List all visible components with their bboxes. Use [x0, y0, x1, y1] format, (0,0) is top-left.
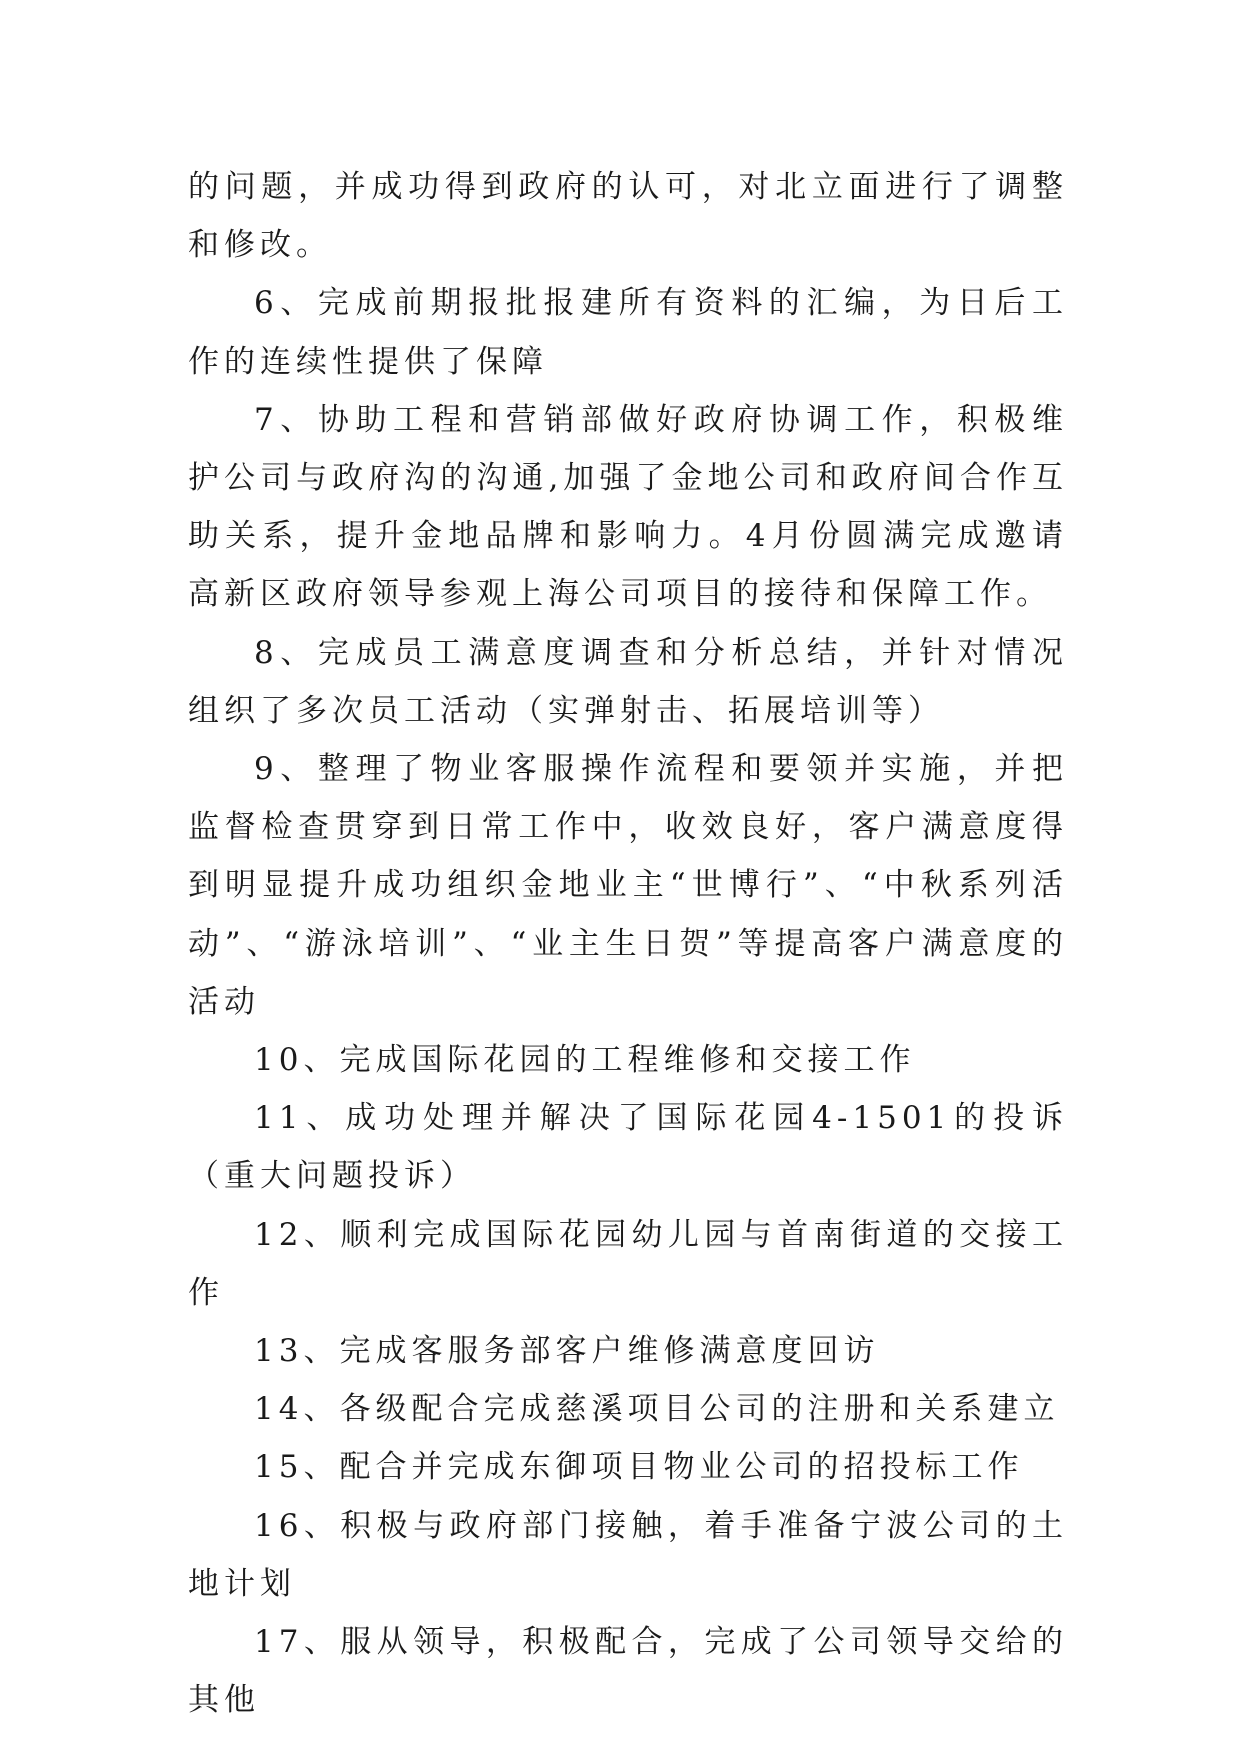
- paragraph-item-12: 12、顺利完成国际花园幼儿园与首南街道的交接工作: [188, 1216, 1068, 1311]
- paragraph-item-8: 8、完成员工满意度调查和分析总结，并针对情况组织了多次员工活动（实弹射击、拓展培训等）: [188, 634, 1068, 729]
- paragraph-item-9: 9、整理了物业客服操作流程和要领并实施，并把监督检查贯穿到日常工作中，收效良好，客户满意度得到明显提升成功组织金地业主“世博行”、“中秋系列活动”、“游泳培训”、“业主生日贺”等提高客户满意度的活动: [188, 751, 1068, 1020]
- document-body: [188, 158, 1068, 1729]
- paragraph-item-16: 16、积极与政府部门接触，着手准备宁波公司的土地计划: [188, 1507, 1068, 1602]
- paragraph-item-6: 6、完成前期报批报建所有资料的汇编，为日后工作的连续性提供了保障: [188, 285, 1068, 380]
- paragraph-continuation: 的问题，并成功得到政府的认可，对北立面进行了调整和修改。: [188, 169, 1068, 264]
- paragraph-item-7: 7、协助工程和营销部做好政府协调工作，积极维护公司与政府沟的沟通,加强了金地公司和政府间合作互助关系，提升金地品牌和影响力。4月份圆满完成邀请高新区政府领导参观上海公司项目的接待和保障工作。: [188, 401, 1068, 613]
- paragraph-item-17: 17、服从领导，积极配合，完成了公司领导交给的其他: [188, 1624, 1068, 1719]
- paragraph-item-10: 10、完成国际花园的工程维修和交接工作: [254, 1042, 916, 1079]
- paragraph-item-13: 13、完成客服务部客户维修满意度回访: [254, 1333, 880, 1370]
- paragraph-item-14: 14、各级配合完成慈溪项目公司的注册和关系建立: [254, 1391, 1060, 1428]
- paragraph-item-11: 11、成功处理并解决了国际花园4-1501的投诉（重大问题投诉）: [188, 1100, 1068, 1195]
- paragraph-item-15: 15、配合并完成东御项目物业公司的招投标工作: [254, 1449, 1024, 1486]
